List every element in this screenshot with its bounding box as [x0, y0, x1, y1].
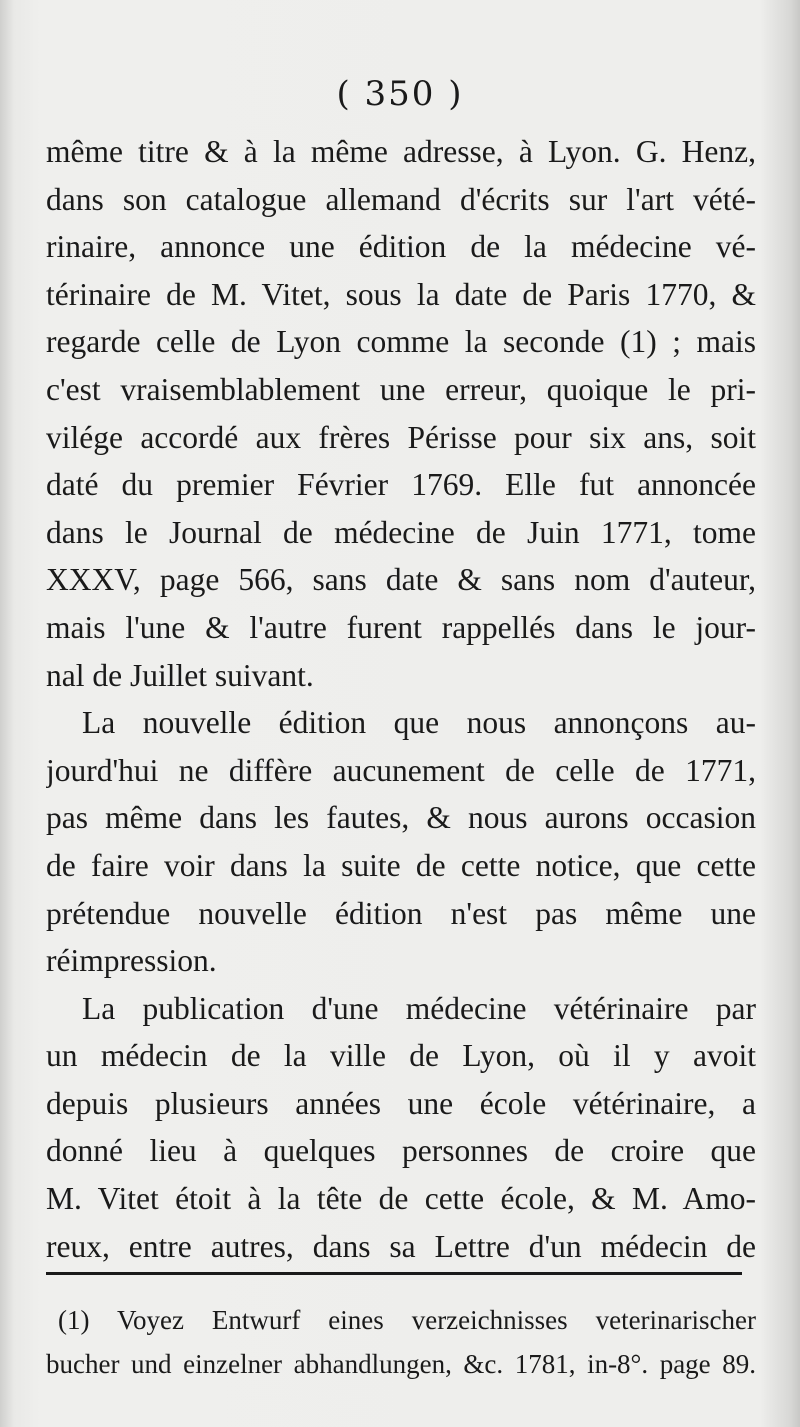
text-line: daté du premier Février 1769. Elle fut annoncée: [46, 467, 756, 503]
footnote-line: bucher und einzelner abhandlungen, &c. 1781, in-8°. page 89.: [46, 1349, 756, 1379]
footnote-divider: [46, 1272, 742, 1275]
text-line: dans le Journal de médecine de Juin 1771, tome: [46, 514, 756, 550]
text-line: reux, entre autres, dans sa Lettre d'un médecin de: [46, 1228, 756, 1264]
footnote-line: (1) Voyez Entwurf eines verzeichnisses veterinarischer: [58, 1305, 756, 1335]
body-text: [46, 128, 756, 1270]
page-number-header: ( 350 ): [336, 74, 464, 114]
footnote: [46, 1298, 756, 1386]
text-line: rinaire, annonce une édition de la médecine vé-: [46, 229, 756, 265]
paragraph-first-line: La publication d'une médecine vétérinaire par: [82, 990, 756, 1026]
text-line: regarde celle de Lyon comme la seconde (1) ; mais: [46, 324, 756, 360]
text-line: jourd'hui ne diffère aucunement de celle de 1771,: [46, 752, 756, 788]
text-line: c'est vraisemblablement une erreur, quoique le pri-: [46, 371, 756, 407]
text-line: depuis plusieurs années une école vétérinaire, a: [46, 1085, 756, 1121]
text-line: XXXV, page 566, sans date & sans nom d'auteur,: [46, 562, 756, 598]
text-line: un médecin de la ville de Lyon, où il y avoit: [46, 1038, 756, 1074]
paragraph-first-line: La nouvelle édition que nous annonçons au-: [82, 705, 756, 741]
text-line: mais l'une & l'autre furent rappellés dans le jour-: [46, 609, 756, 645]
text-line: même titre & à la même adresse, à Lyon. G. Henz,: [46, 134, 756, 169]
text-line: vilége accordé aux frères Périsse pour six ans, soit: [46, 419, 756, 455]
text-line: pas même dans les fautes, & nous aurons occasion: [46, 800, 756, 836]
text-line: M. Vitet étoit à la tête de cette école, & M. Amo-: [46, 1181, 756, 1217]
text-line: réimpression.: [46, 943, 217, 979]
text-line: dans son catalogue allemand d'écrits sur l'art vété-: [46, 181, 756, 217]
text-line: prétendue nouvelle édition n'est pas même une: [46, 895, 756, 931]
text-line: nal de Juillet suivant.: [46, 657, 314, 693]
text-line: térinaire de M. Vitet, sous la date de Paris 1770, &: [46, 276, 756, 312]
text-line: donné lieu à quelques personnes de croire que: [46, 1133, 756, 1169]
text-line: de faire voir dans la suite de cette notice, que cette: [46, 847, 756, 883]
